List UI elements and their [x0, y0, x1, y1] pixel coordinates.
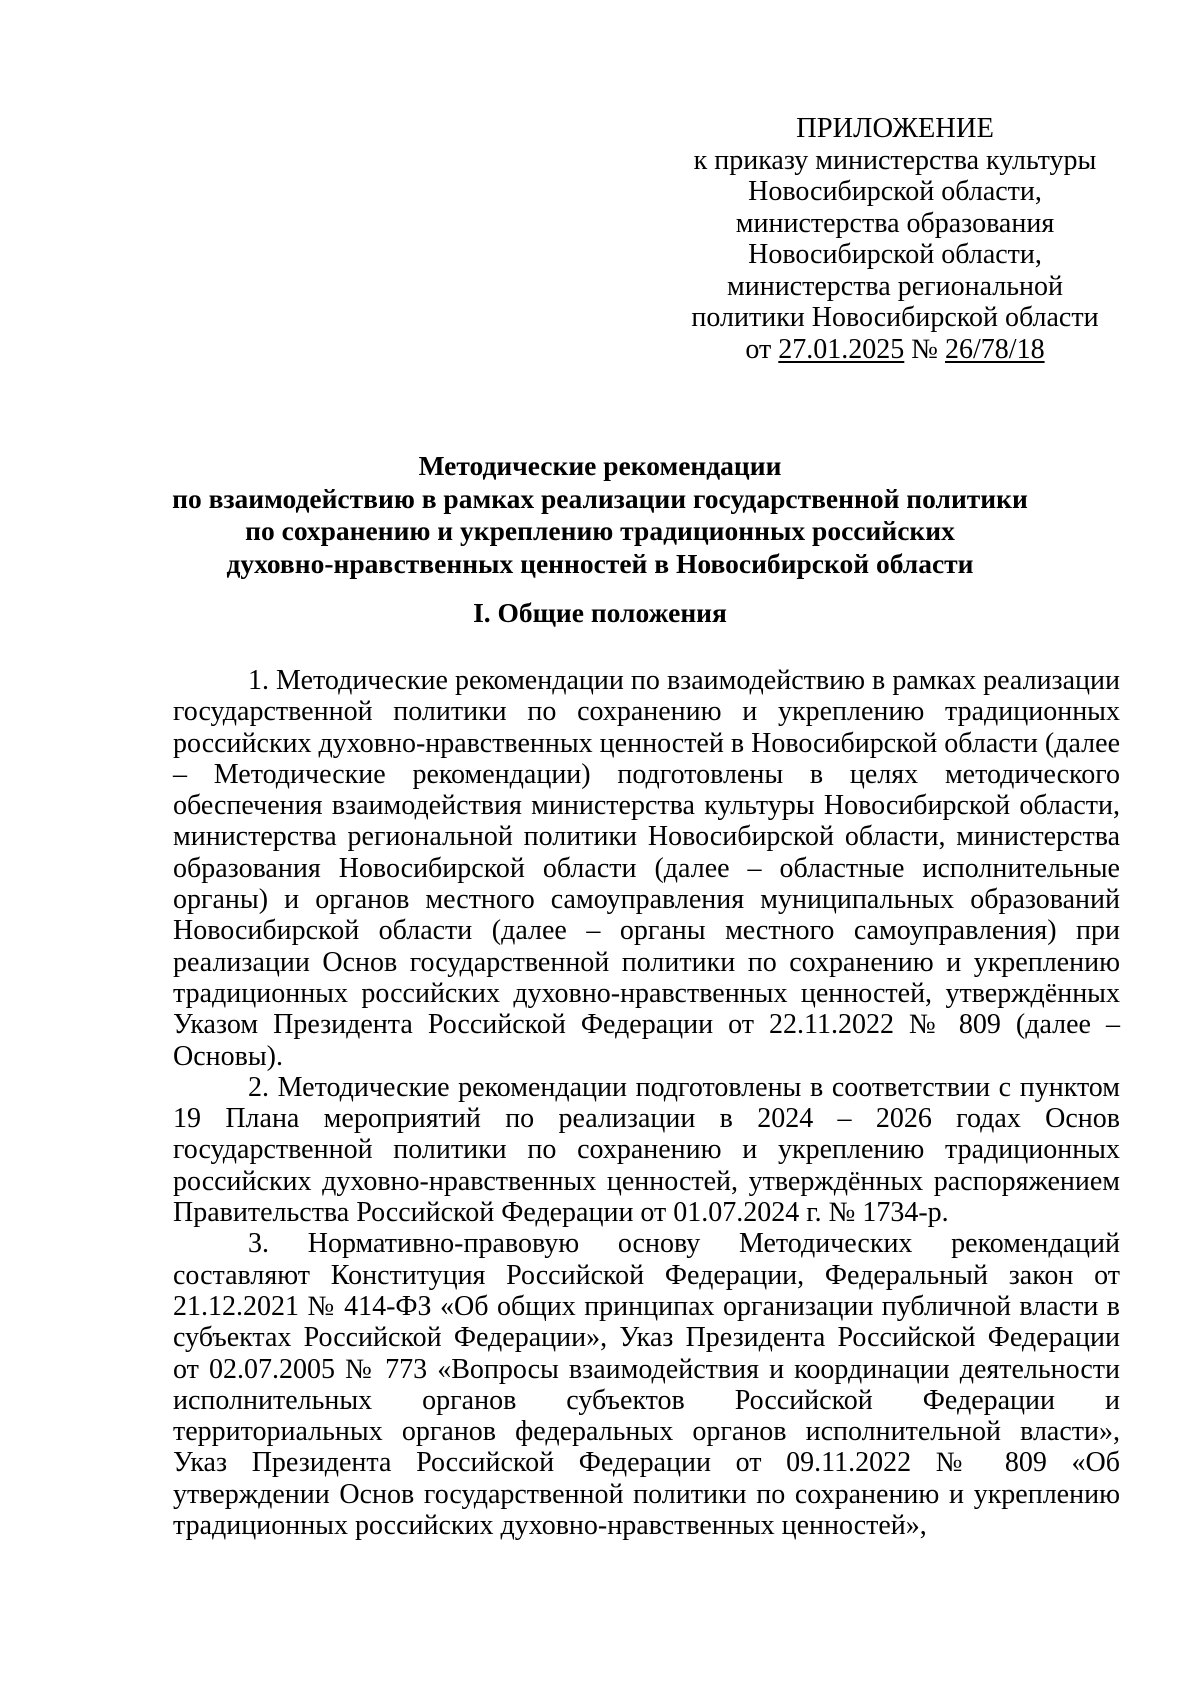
section-heading: I. Общие положения	[473, 597, 727, 628]
title-line-4: духовно-нравственных ценностей в Новосибирской области	[226, 547, 974, 579]
attachment-line-2: Новосибирской области,	[748, 176, 1042, 207]
paragraph-2: 2. Методические рекомендации подготовлены в соответствии с пунктом 19 Плана мероприятий по реализации в 2024 – 2026 годах Основ государственной политики по сохранению и укреплению традиционных российских духовно-нравственных ценностей, утверждённых распоряжением Правительства Российской Федерации от 01.07.2024 г. № 1734-р.	[173, 1071, 1120, 1229]
date-prefix: от	[745, 333, 779, 365]
paragraph-1: 1. Методические рекомендации по взаимодействию в рамках реализации государственной политики по сохранению и укреплению традиционных российских духовно-нравственных ценностей в Новосибирской области (далее – Методические рекомендации) подготовлены в целях методического обеспечения взаимодействия министерства культуры Новосибирской области, министерства региональной политики Новосибирской области, министерства образования Новосибирской области (далее – областные исполнительные органы) и органов местного самоуправления муниципальных образований Новосибирской области (далее – органы местного самоуправления) при реализации Основ государственной политики по сохранению и укреплению традиционных российских духовно-нравственных ценностей, утверждённых Указом Президента Российской Федерации от 22.11.2022 № 809 (далее – Основы).	[173, 665, 1120, 1072]
title-line-2: по взаимодействию в рамках реализации государственной политики	[172, 482, 1028, 514]
attachment-title: ПРИЛОЖЕНИЕ	[796, 113, 994, 144]
order-number: 26/78/18	[945, 333, 1045, 365]
title-line-3: по сохранению и укреплению традиционных российских	[245, 515, 955, 546]
attachment-line-6: политики Новосибирской области	[691, 302, 1099, 333]
title-line-1: Методические рекомендации	[418, 450, 782, 481]
attachment-line-5: министерства региональной	[727, 270, 1063, 302]
attachment-date-line	[665, 334, 1125, 366]
number-prefix: №	[904, 333, 946, 365]
order-date: 27.01.2025	[778, 333, 905, 365]
paragraph-3: 3. Нормативно-правовую основу Методических рекомендаций составляют Конституция Российской Федерации, Федеральный закон от 21.12.2021 № 414-ФЗ «Об общих принципах организации публичной власти в субъектах Российской Федерации», Указ Президента Российской Федерации от 02.07.2005 № 773 «Вопросы взаимодействия и координации деятельности исполнительных органов субъектов Российской Федерации и территориальных органов федеральных органов исполнительной власти», Указ Президента Российской Федерации от 09.11.2022 № 809 «Об утверждении Основ государственной политики по сохранению и укреплению традиционных российских духовно-нравственных ценностей»,	[173, 1228, 1120, 1542]
attachment-header	[665, 113, 1125, 365]
document-title	[150, 450, 1050, 580]
attachment-line-4: Новосибирской области,	[748, 239, 1042, 270]
attachment-line-3: министерства образования	[735, 207, 1055, 239]
attachment-line-1: к приказу министерства культуры	[693, 144, 1097, 176]
document-body	[173, 665, 1120, 1541]
